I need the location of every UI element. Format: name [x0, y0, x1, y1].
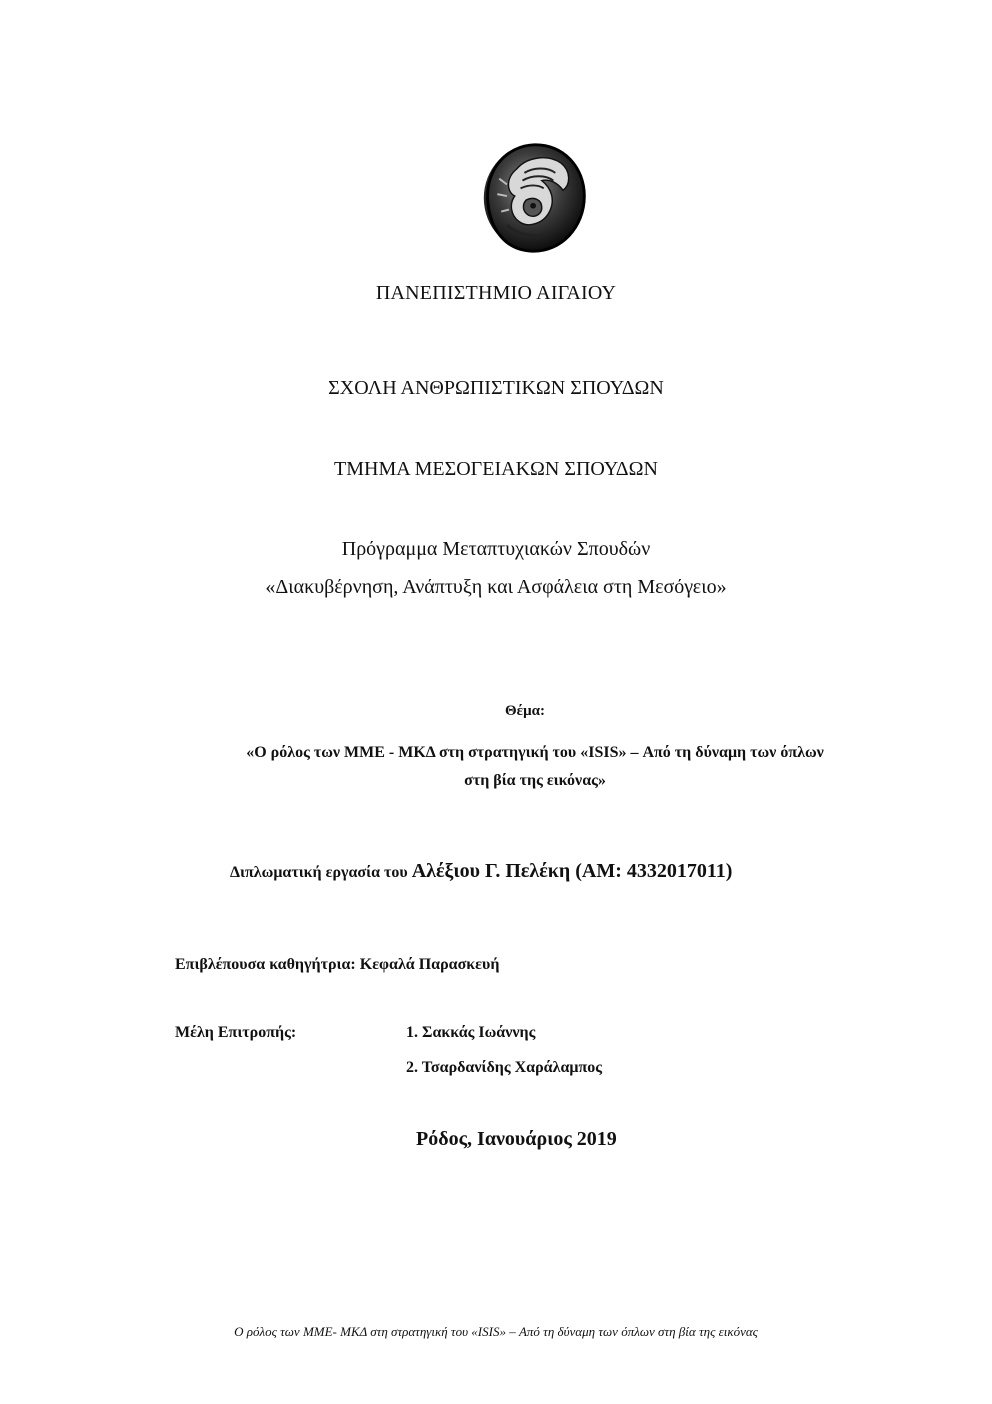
committee-member: 1. Σακκάς Ιωάννης	[406, 1024, 536, 1041]
university-seal-icon	[478, 140, 594, 256]
thesis-author: Αλέξιου Γ. Πελέκη (ΑΜ: 4332017011)	[411, 860, 733, 882]
committee-label: Μέλη Επιτροπής:	[175, 1024, 297, 1041]
thesis-author-line	[230, 860, 732, 883]
university-name: ΠΑΝΕΠΙΣΤΗΜΙΟ ΑΙΓΑΙΟΥ	[375, 282, 617, 304]
topic-label: Θέμα:	[505, 703, 545, 719]
program-title: Πρόγραμμα Μεταπτυχιακών Σπουδών	[341, 538, 651, 560]
topic-title-line-1: «Ο ρόλος των ΜΜΕ - ΜΚΔ στη στρατηγική του «ISIS» – Από τη δύναμη των όπλων	[246, 744, 824, 761]
department-name: ΤΜΗΜΑ ΜΕΣΟΓΕΙΑΚΩΝ ΣΠΟΥΔΩΝ	[334, 458, 658, 480]
program-subtitle: «Διακυβέρνηση, Ανάπτυξη και Ασφάλεια στη Μεσόγειο»	[265, 576, 727, 598]
school-name: ΣΧΟΛΗ ΑΝΘΡΩΠΙΣΤΙΚΩΝ ΣΠΟΥΔΩΝ	[328, 377, 664, 399]
committee-member: 2. Τσαρδανίδης Χαράλαμπος	[406, 1059, 602, 1076]
place-date: Ρόδος, Ιανουάριος 2019	[416, 1128, 617, 1150]
topic-title-line-2: στη βία της εικόνας»	[464, 772, 606, 789]
thesis-prefix: Διπλωματική εργασία του	[230, 864, 412, 881]
page-footer: Ο ρόλος των ΜΜΕ- ΜΚΔ στη στρατηγική του «ISIS» – Από τη δύναμη των όπλων στη βία της εικόνας	[234, 1324, 758, 1339]
supervisor-line: Επιβλέπουσα καθηγήτρια: Κεφαλά Παρασκευή	[175, 956, 500, 973]
